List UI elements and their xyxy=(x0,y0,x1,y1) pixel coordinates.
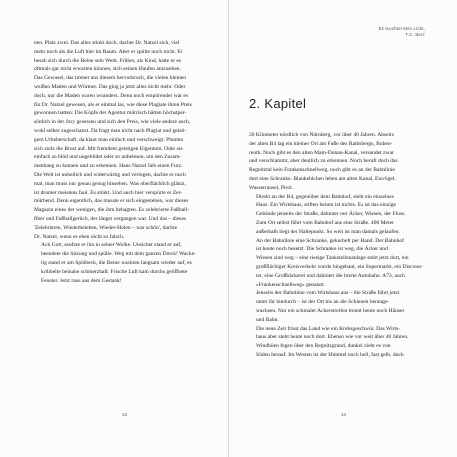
running-header-author: T.C. Berz xyxy=(405,32,425,37)
paragraph xyxy=(249,325,425,360)
text-line: einfach so blöd und ungebildet oder so unbelesen, um den Zusam- xyxy=(34,154,182,161)
text-line: außerhalb liegt der Haltepunkt. So weit ist man damals gelaufen. xyxy=(256,228,400,235)
text-line: der alten B4 lag ein kleiner Ort am Fuße des Rathsbergs, Buben- xyxy=(249,140,393,147)
text-line: Das Gewusel, das immer aus diesem hervorkroch, die vielen kleinen xyxy=(34,75,187,82)
text-line: Süden herauf. Im Westen ist der Himmel noch hell, fast gelb, doch xyxy=(256,351,404,358)
paragraph xyxy=(249,131,425,193)
text-line: An der Bahnlinie eine Schranke, gekurbelt per Hand. Der Bahnhof xyxy=(256,237,405,244)
text-line: menhang zu kennen und zu erkennen. Hans Natzel lieb einen Furz. xyxy=(34,163,183,170)
text-line: Wiesen sind weg – eine riesige Tankstellenanlage steht jetzt dort, ein xyxy=(256,255,409,262)
text-line: und Bahn. xyxy=(256,316,279,323)
text-line: mehr noch als die Luft hier im Raum. Aber er spülte noch nicht. Er xyxy=(34,48,183,55)
text-line: Jenseits der Bahnlinie vom Wirtshaus aus – die Straße führt jetzt xyxy=(256,290,400,297)
text-line: mal, man muss nur genau genug hinsehen. Was oberflächlich glänzt, xyxy=(34,180,186,187)
text-line: für Dr. Natzel gewesen, als er einmal las, wie diese Plagiate ihren Preis xyxy=(34,101,192,108)
text-line: besah sich durch die Beine sein Werk. Früher, als Kind, hatte er es xyxy=(34,57,181,64)
text-line: wachsen. Nur ein schmaler Ackerstreifen trennt heute noch Häuser xyxy=(256,307,405,314)
text-line: großflächiger Kreisverkehr wurde hingebaut, ein Supermarkt, ein Discoun- xyxy=(256,263,423,270)
text-line: oftmals gar nicht erwarten können, sich seinen Haufen anzusehen. xyxy=(34,66,181,73)
text-line: Haus. Ein Wirtshaus, stiften herum ist nichts. Es ist das einzige xyxy=(256,202,397,209)
text-line: beendete die Sitzung und spülte. Weg mit dem ganzen Dreck! Wacke- xyxy=(41,251,196,258)
chapter-title: 2. Kapitel xyxy=(249,96,307,111)
left-page-number: 13 xyxy=(122,412,128,417)
running-header xyxy=(379,26,425,38)
text-line: haus aber steht heute noch dort. Ebenso wie vor weit über 40 Jahren. xyxy=(256,334,409,341)
text-line: »Frankenschnellweg« genannt. xyxy=(256,281,326,288)
text-line: Windböen fegen über den Regnitzgrund, dunkel zieht es von xyxy=(256,343,391,350)
text-line: gewonnen hatten: Die Köpfe der Agentur mürrisch hätten höchstper- xyxy=(34,110,187,117)
right-page xyxy=(229,0,457,457)
text-line: weißen Maden und Würmer. Das ging ja jetzt alles nicht mehr. Oder xyxy=(34,83,186,90)
text-line: 'Zelebrieren, Wiederbeleben, Wieder-Holen – war schön', dachte xyxy=(34,224,178,231)
text-line: Magazin eines der wenigen, die ihm behagten. Es zelebrierte Fußball- xyxy=(34,207,190,214)
text-line: gem Urheberschaft, da klaut man einfach und verschweigt. Plunten xyxy=(34,136,184,143)
text-line: Wasserrausel, Pirol. xyxy=(249,184,294,191)
text-line: sönlich in der Jury gesessen und sich den Preis, wie viele andere auch, xyxy=(34,119,191,126)
left-page-body xyxy=(0,39,228,285)
text-line: Direkt an der B4, gegenüber dem Bahnhof, steht ein einzelnes xyxy=(256,193,394,200)
paragraph xyxy=(249,193,425,237)
right-page-body xyxy=(229,131,457,360)
paragraph xyxy=(249,289,425,324)
text-line: kribbelte beinahe schmerzhaft. Frische Luft kam durchs geöffnete xyxy=(41,268,188,275)
text-line: Fenster. Jetzt raus aus dem Gestank! xyxy=(41,277,122,284)
text-line: wohl selber zugeschanzt. Da fragt man nicht nach Plagiat und geisti- xyxy=(34,127,187,134)
text-line: Die neue Zeit frisst das Land wie ein Krebsgeschwür. Das Wirts- xyxy=(256,325,401,332)
text-line: mürbend. Denn eigentlich, das musste er sich eingestehen, war dieses xyxy=(34,198,189,205)
text-line: 20 Kilometer nördlich von Nürnberg, vor über 40 Jahren. Abseits xyxy=(249,132,394,138)
text-line: Zum Ort selbst führt vom Bahnhof aus eine Straße. 400 Meter xyxy=(256,219,394,226)
text-line: dort eine Schranke. Blaukehlchen leben am alten Kanal, Eisvögel, xyxy=(249,175,396,182)
text-line: Die Welt ist unheilich und widerwärtig und verlogen, dachte er noch xyxy=(34,171,186,178)
paragraph xyxy=(34,39,216,241)
text-line: sich stolz die Brust auf. Mit fremdem geistigen Eigentum. Oder sie xyxy=(34,145,183,152)
running-header-title: Es leuchtet kein Licht, xyxy=(378,26,425,31)
text-line: lig stand er am Spülbeck, die Beine wackten langsam wieder auf, es xyxy=(41,259,192,266)
text-line: nen. Platz zwei. Das alles stinkt doch, dachte Dr. Natzel sich, viel xyxy=(34,40,180,46)
paragraph xyxy=(34,241,216,285)
text-line: und verschlammt, aber deutlich zu erkennen. Noch beruft doch das xyxy=(249,158,398,165)
text-line: ist heute noch besetzt. Die Schranke ist weg, die Äcker und xyxy=(256,246,388,253)
text-line: Regnitztal kein Frankenschnellweg, noch gibt es an der Bahnlinie xyxy=(249,167,395,174)
paragraph xyxy=(249,237,425,290)
right-page-number: 14 xyxy=(341,412,347,417)
text-line: Gebäude jenseits der Straße, dahinter nur Äcker, Wiesen, der Fluss. xyxy=(256,211,406,218)
text-line: ter, eine Großbäckerei und dahinter die breite Autobahn. A73, auch xyxy=(256,272,405,279)
left-page xyxy=(0,0,228,457)
text-line: Ach Gott, seufzte er ihn in seiner Wolke. Unsicher stand er auf, xyxy=(41,242,182,249)
text-line: unter ihr hindurch – ist der Ort bis an die Schienen herange- xyxy=(256,299,390,306)
text-line: Dr. Natzel, wenn es eben nicht so falsch. xyxy=(34,233,125,240)
text-line: reuth. Noch gibt es den alten Main-Donau-Kanal, versandet zwar xyxy=(249,149,394,156)
text-line: fiber und Fußballgerüch, der längst vergangen war. Und das – dieses xyxy=(34,215,187,222)
text-line: doch, nur die Maden waren woanders. Denn noch empörender war es xyxy=(34,92,189,99)
text-line: ist drunter meistens faul. Es stinkt. Und auch hier verspürte er Zer- xyxy=(34,189,183,196)
